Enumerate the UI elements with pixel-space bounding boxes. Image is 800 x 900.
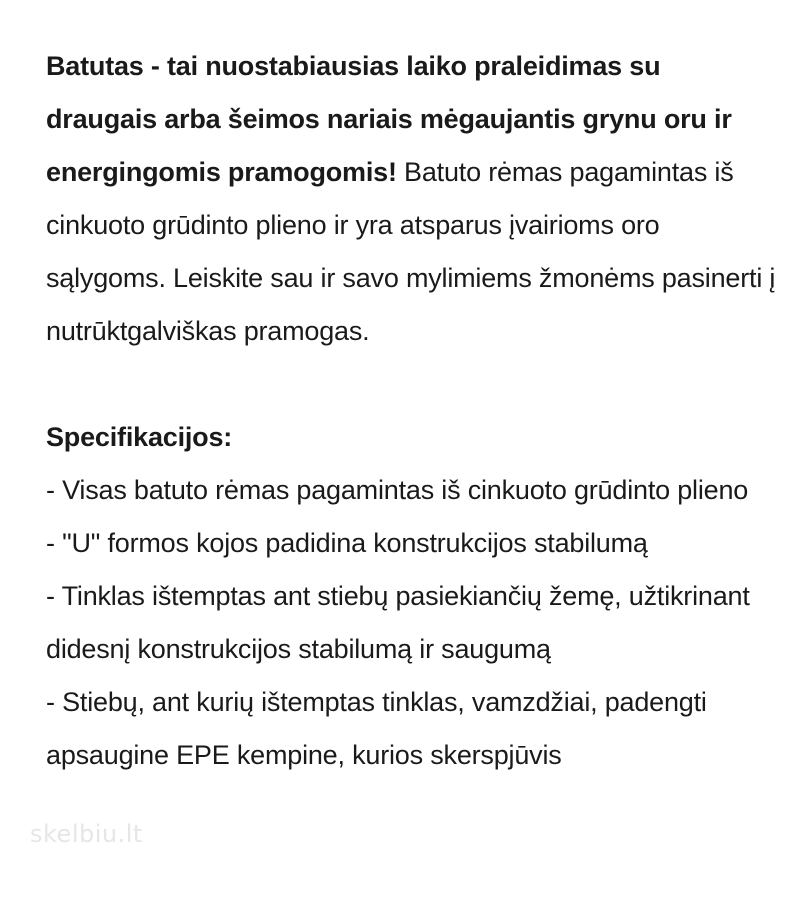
watermark-logo: skelbiu.lt: [30, 820, 143, 848]
intro-regular-text: Batuto rėmas pagamintas iš cinkuoto grūdinto plieno ir yra atsparus įvairioms oro sąlygoms. Leiskite sau ir savo mylimiems žmonėms pasinerti į nutrūktgalviškas pramogas.: [46, 157, 776, 346]
spec-item: - Visas batuto rėmas pagamintas iš cinkuoto grūdinto plieno: [46, 475, 749, 505]
spec-item: - "U" formos kojos padidina konstrukcijos stabilumą: [46, 528, 648, 558]
specs-heading: Specifikacijos:: [46, 422, 233, 452]
document-body: [46, 40, 776, 782]
spec-item: - Stiebų, ant kurių ištemptas tinklas, vamzdžiai, padengti apsaugine EPE kempine, kurios skerspjūvis: [46, 687, 707, 770]
spec-item: - Tinklas ištemptas ant stiebų pasiekiančių žemę, užtikrinant didesnį konstrukcijos stabilumą ir saugumą: [46, 581, 750, 664]
intro-bold-text: Batutas - tai nuostabiausias laiko praleidimas su draugais arba šeimos nariais mėgaujantis grynu oru ir energingomis pramogomis!: [46, 51, 732, 187]
paragraph-spacer: [46, 358, 776, 411]
intro-paragraph: [46, 40, 776, 358]
